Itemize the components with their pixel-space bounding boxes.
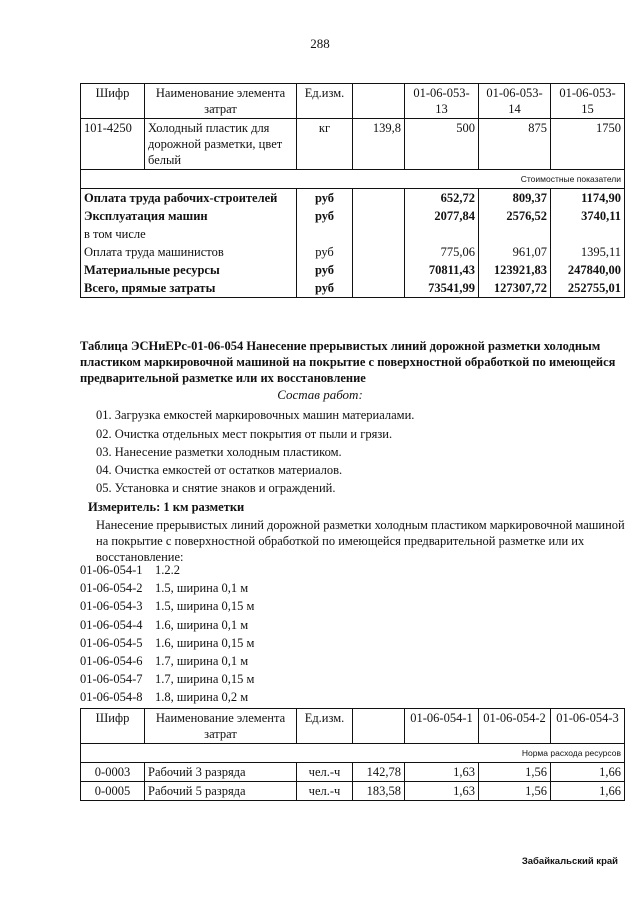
material-code: 101-4250	[81, 119, 145, 170]
description: Нанесение прерывистых линий дорожной разметки холодным пластиком маркировочной машиной на покрытие с поверхностной обработкой по имеющейся предварительной разметке или их восстановление:	[96, 518, 625, 564]
row-qty: 183,58	[353, 782, 405, 801]
work-item: 02. Очистка отдельных мест покрытия от пыли и грязи.	[96, 427, 393, 441]
code-item	[80, 636, 254, 651]
header-name: Наименование элемента затрат	[145, 84, 297, 119]
cost-val-2: 123921,83	[479, 261, 551, 279]
cost-val-1: 652,72	[405, 189, 479, 208]
code-text: 1.6, ширина 0,1 м	[155, 617, 249, 632]
table-row	[81, 119, 625, 170]
code-text: 1.5, ширина 0,15 м	[155, 599, 255, 614]
table-header-row	[81, 709, 625, 744]
meter-label: Измеритель: 1 км разметки	[88, 500, 245, 514]
table-row	[81, 763, 625, 782]
cost-row	[81, 243, 625, 261]
code-id: 01-06-054-8	[80, 690, 143, 705]
header-code: Шифр	[81, 84, 145, 119]
page-number: 288	[310, 36, 330, 51]
resource-table-054	[80, 708, 625, 801]
code-text: 1.8, ширина 0,2 м	[155, 690, 249, 705]
cost-val-2: 961,07	[479, 243, 551, 261]
table-header-row	[81, 84, 625, 119]
work-item: 03. Нанесение разметки холодным пластиком.	[96, 445, 342, 459]
work-item: 04. Очистка емкостей от остатков материалов.	[96, 463, 343, 477]
cost-name: Оплата труда машинистов	[81, 243, 297, 261]
header-code: Шифр	[81, 709, 145, 744]
cost-unit: руб	[297, 243, 353, 261]
row-val-3: 1,66	[551, 763, 625, 782]
cost-val-2	[479, 225, 551, 243]
cost-val-3	[551, 225, 625, 243]
cost-val-3: 3740,11	[551, 207, 625, 225]
code-item	[80, 672, 254, 687]
cost-name: Эксплуатация машин	[81, 207, 297, 225]
table-row	[81, 782, 625, 801]
header-blank	[353, 84, 405, 119]
code-id: 01-06-054-5	[80, 635, 143, 650]
header-col-1: 01-06-053-13	[405, 84, 479, 119]
row-val-1: 1,63	[405, 763, 479, 782]
cost-val-1: 2077,84	[405, 207, 479, 225]
header-blank	[353, 709, 405, 744]
cost-row	[81, 189, 625, 208]
cost-row	[81, 225, 625, 243]
cost-val-3: 252755,01	[551, 279, 625, 298]
material-name: Холодный пластик для дорожной разметки, цвет белый	[145, 119, 297, 170]
row-val-3: 1,66	[551, 782, 625, 801]
row-code: 0-0003	[81, 763, 145, 782]
cost-blank	[353, 279, 405, 298]
cost-name: в том числе	[81, 225, 297, 243]
code-item	[80, 690, 248, 705]
cost-rows	[81, 189, 625, 298]
work-item: 01. Загрузка емкостей маркировочных машин материалами.	[96, 408, 415, 422]
cost-unit: руб	[297, 189, 353, 208]
cost-blank	[353, 261, 405, 279]
row-val-1: 1,63	[405, 782, 479, 801]
code-id: 01-06-054-6	[80, 654, 143, 668]
cost-label: Стоимостные показатели	[81, 170, 625, 189]
cost-row	[81, 261, 625, 279]
code-id: 01-06-054-7	[80, 672, 143, 687]
cost-label-row	[81, 170, 625, 189]
cost-val-1: 70811,43	[405, 261, 479, 279]
code-id: 01-06-054-4	[80, 617, 143, 632]
row-code: 0-0005	[81, 782, 145, 801]
code-item	[80, 581, 248, 596]
cost-val-2: 809,37	[479, 189, 551, 208]
header-unit: Ед.изм.	[297, 84, 353, 119]
cost-name: Оплата труда рабочих-строителей	[81, 189, 297, 208]
cost-unit: руб	[297, 261, 353, 279]
header-col-2: 01-06-053-14	[479, 84, 551, 119]
resource-table-053	[80, 83, 625, 298]
code-text: 1.7, ширина 0,15 м	[155, 672, 255, 687]
row-name: Рабочий 5 разряда	[145, 782, 297, 801]
code-id: 01-06-054-3	[80, 599, 143, 614]
cost-val-1: 775,06	[405, 243, 479, 261]
header-name: Наименование элемента затрат	[145, 709, 297, 744]
cost-unit	[297, 225, 353, 243]
header-unit: Ед.изм.	[297, 709, 353, 744]
cost-blank	[353, 225, 405, 243]
header-col-3: 01-06-054-3	[551, 709, 625, 744]
code-item	[80, 618, 248, 633]
code-item	[80, 563, 180, 578]
cost-val-1: 73541,99	[405, 279, 479, 298]
cost-row	[81, 279, 625, 298]
cost-val-1	[405, 225, 479, 243]
row-unit: чел.-ч	[297, 782, 353, 801]
row-val-2: 1,56	[479, 763, 551, 782]
code-text: 1.6, ширина 0,15 м	[155, 635, 255, 650]
header-col-3: 01-06-053-15	[551, 84, 625, 119]
row-unit: чел.-ч	[297, 763, 353, 782]
code-item	[80, 654, 248, 669]
cost-val-3: 1395,11	[551, 243, 625, 261]
header-col-2: 01-06-054-2	[479, 709, 551, 744]
material-qty: 139,8	[353, 119, 405, 170]
header-col-1: 01-06-054-1	[405, 709, 479, 744]
composition-title: Состав работ:	[277, 387, 363, 402]
norm-label-row	[81, 744, 625, 763]
code-text: 1.2.2	[155, 563, 180, 577]
cost-val-3: 247840,00	[551, 261, 625, 279]
material-val-2: 875	[479, 119, 551, 170]
section-title: Таблица ЭСНиЕРс-01-06-054 Нанесение прерывистых линий дорожной разметки холодным пластиком маркировочной машиной на покрытие с поверхностной обработкой по имеющейся предварительной разметке или их восстановление	[80, 339, 616, 385]
code-text: 1.7, ширина 0,1 м	[155, 654, 249, 668]
cost-unit: руб	[297, 279, 353, 298]
footer-region: Забайкальский край	[521, 856, 618, 867]
code-id: 01-06-054-2	[80, 581, 143, 596]
cost-val-2: 2576,52	[479, 207, 551, 225]
code-id: 01-06-054-1	[80, 563, 143, 577]
cost-name: Материальные ресурсы	[81, 261, 297, 279]
cost-val-2: 127307,72	[479, 279, 551, 298]
cost-name: Всего, прямые затраты	[81, 279, 297, 298]
row-qty: 142,78	[353, 763, 405, 782]
work-item: 05. Установка и снятие знаков и ограждений.	[96, 481, 336, 495]
row-val-2: 1,56	[479, 782, 551, 801]
cost-unit: руб	[297, 207, 353, 225]
material-val-3: 1750	[551, 119, 625, 170]
norm-rows	[81, 763, 625, 801]
cost-row	[81, 207, 625, 225]
cost-blank	[353, 243, 405, 261]
norm-label: Норма расхода ресурсов	[81, 744, 625, 763]
material-val-1: 500	[405, 119, 479, 170]
material-unit: кг	[297, 119, 353, 170]
cost-blank	[353, 207, 405, 225]
row-name: Рабочий 3 разряда	[145, 763, 297, 782]
cost-blank	[353, 189, 405, 208]
code-item	[80, 599, 254, 614]
cost-val-3: 1174,90	[551, 189, 625, 208]
code-text: 1.5, ширина 0,1 м	[155, 581, 249, 596]
